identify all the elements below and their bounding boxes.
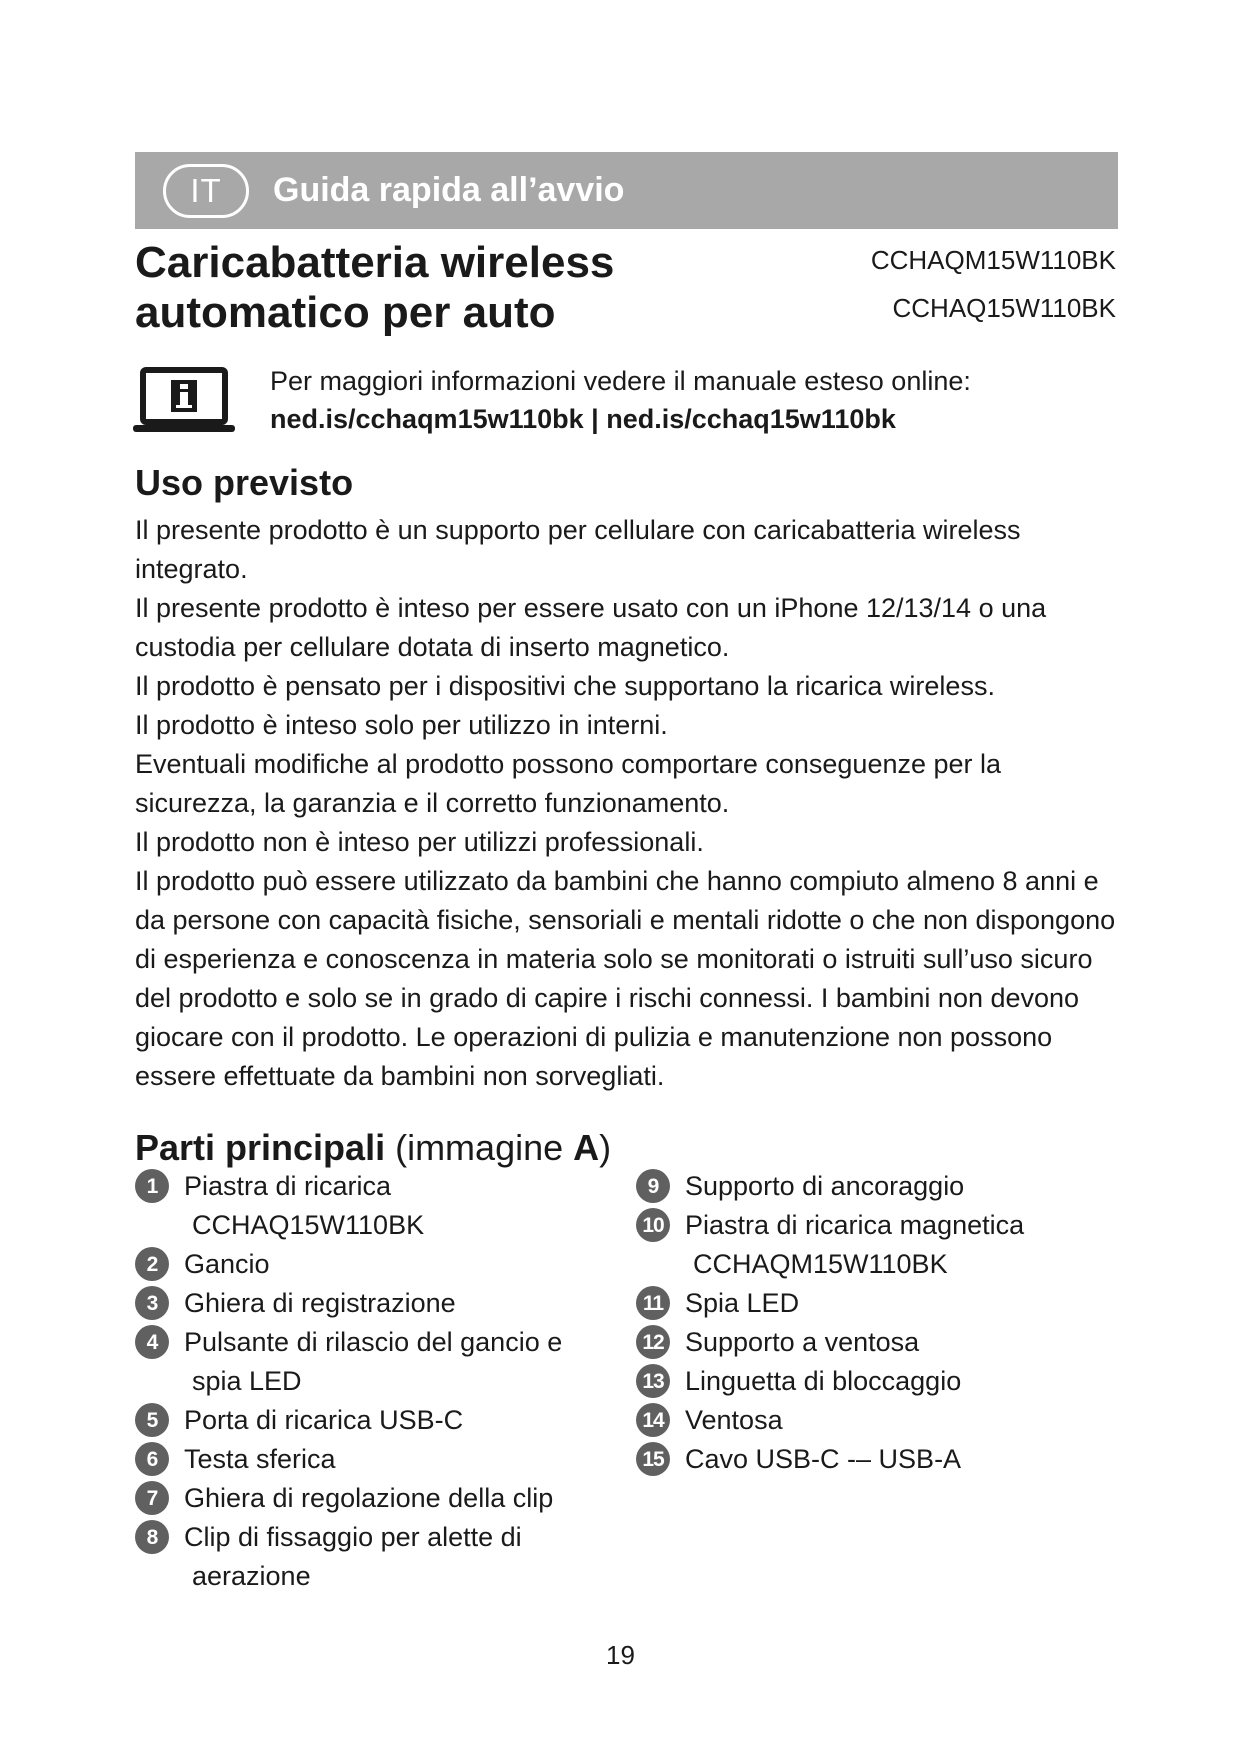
part-label: Ghiera di regolazione della clip <box>184 1483 554 1513</box>
banner-title: Guida rapida all’avvio <box>273 171 625 209</box>
part-number-badge: 3 <box>135 1286 169 1320</box>
part-number-badge: 4 <box>135 1325 169 1359</box>
part-item <box>135 1245 605 1284</box>
part-label: Linguetta di bloccaggio <box>685 1366 962 1396</box>
part-item <box>135 1167 605 1245</box>
part-item <box>135 1479 605 1518</box>
part-label: Cavo USB-C -– USB-A <box>685 1444 962 1474</box>
paragraph: Eventuali modifiche al prodotto possono comportare conseguenze per la sicurezza, la garanzia e il corretto funzionamento. <box>135 749 1002 818</box>
part-item <box>636 1440 1106 1479</box>
part-number-badge: 6 <box>135 1442 169 1476</box>
part-text <box>685 1206 1106 1284</box>
parts-list-left <box>135 1167 605 1596</box>
part-item <box>135 1518 605 1596</box>
part-label: Ventosa <box>685 1405 783 1435</box>
info-block <box>270 362 971 438</box>
header-banner <box>135 152 1118 229</box>
part-number-badge: 8 <box>135 1520 169 1554</box>
part-text <box>685 1440 1106 1479</box>
main-parts-heading-close: ) <box>599 1127 612 1168</box>
part-text <box>685 1401 1106 1440</box>
part-number-badge: 5 <box>135 1403 169 1437</box>
paragraph: Il presente prodotto è un supporto per cellulare con caricabatteria wireless integrato. <box>135 515 1021 584</box>
paragraph: Il prodotto è inteso solo per utilizzo in interni. <box>135 710 668 740</box>
part-item <box>636 1401 1106 1440</box>
laptop-info-icon <box>133 367 235 435</box>
part-number-badge: 2 <box>135 1247 169 1281</box>
part-text <box>685 1167 1106 1206</box>
part-number-badge: 14 <box>636 1403 670 1437</box>
part-number-badge: 7 <box>135 1481 169 1515</box>
part-label: Piastra di ricarica magnetica <box>685 1210 1025 1240</box>
main-parts-heading-open: (immagine <box>385 1127 574 1168</box>
part-text <box>184 1323 605 1401</box>
part-label: Spia LED <box>685 1288 800 1318</box>
main-parts-heading <box>135 1127 611 1169</box>
part-number-badge: 15 <box>636 1442 670 1476</box>
product-code: CCHAQM15W110BK <box>870 245 1116 275</box>
part-item <box>135 1323 605 1401</box>
paragraph: Il prodotto non è inteso per utilizzi professionali. <box>135 827 704 857</box>
part-text <box>184 1284 605 1323</box>
part-text <box>184 1167 605 1245</box>
part-number-badge: 1 <box>135 1169 169 1203</box>
part-label: Piastra di ricarica <box>184 1171 392 1201</box>
part-number-badge: 13 <box>636 1364 670 1398</box>
part-item <box>135 1440 605 1479</box>
part-label: Clip di fissaggio per alette di <box>184 1522 522 1552</box>
paragraph: Il prodotto può essere utilizzato da bambini che hanno compiuto almeno 8 anni e da persone con capacità fisiche, sensoriali e mentali ridotte o che non dispongono di esperienza e conoscenza in materia solo se monitorati o istruiti sull’uso sicuro del prodotto e solo se in grado di capire i rischi connessi. I bambini non devono giocare con il prodotto. Le operazioni di pulizia e manutenzione non possono essere effettuate da bambini non sorvegliati. <box>135 866 1116 1091</box>
part-label: Pulsante di rilascio del gancio e <box>184 1327 563 1357</box>
part-text <box>184 1518 605 1596</box>
part-label-continued: CCHAQM15W110BK <box>693 1249 948 1279</box>
part-label: Gancio <box>184 1249 270 1279</box>
language-badge: IT <box>163 164 249 218</box>
part-label-continued: aerazione <box>192 1561 311 1591</box>
part-number-badge: 12 <box>636 1325 670 1359</box>
paragraph: Il presente prodotto è inteso per essere usato con un iPhone 12/13/14 o una custodia per cellulare dotata di inserto magnetico. <box>135 593 1047 662</box>
part-number-badge: 10 <box>636 1208 670 1242</box>
part-item <box>636 1362 1106 1401</box>
intended-use-text <box>135 511 1125 1096</box>
part-item <box>135 1401 605 1440</box>
part-text <box>685 1323 1106 1362</box>
part-label: Supporto a ventosa <box>685 1327 920 1357</box>
product-title-line: Caricabatteria wireless <box>135 238 615 287</box>
part-label: Ghiera di registrazione <box>184 1288 456 1318</box>
part-number-badge: 11 <box>636 1286 670 1320</box>
part-item <box>636 1167 1106 1206</box>
part-number-badge: 9 <box>636 1169 670 1203</box>
part-item <box>636 1323 1106 1362</box>
part-item <box>636 1206 1106 1284</box>
part-label-continued: CCHAQ15W110BK <box>192 1210 425 1240</box>
info-text: Per maggiori informazioni vedere il manuale esteso online: <box>270 366 971 396</box>
manual-links[interactable]: ned.is/cchaqm15w110bk | ned.is/cchaq15w110bk <box>270 404 896 434</box>
main-parts-heading-bold: Parti principali <box>135 1127 386 1168</box>
product-title <box>135 238 614 338</box>
part-text <box>184 1440 605 1479</box>
part-label: Porta di ricarica USB-C <box>184 1405 464 1435</box>
part-text <box>184 1245 605 1284</box>
part-text <box>685 1362 1106 1401</box>
part-label-continued: spia LED <box>192 1366 302 1396</box>
part-item <box>135 1284 605 1323</box>
product-title-line: automatico per auto <box>135 288 556 337</box>
part-text <box>184 1401 605 1440</box>
page-number: 19 <box>606 1640 635 1670</box>
intended-use-heading: Uso previsto <box>135 462 354 503</box>
part-item <box>636 1284 1106 1323</box>
part-text <box>184 1479 605 1518</box>
main-parts-heading-ref: A <box>573 1127 600 1168</box>
part-label: Supporto di ancoraggio <box>685 1171 965 1201</box>
product-codes <box>871 236 1116 332</box>
part-text <box>685 1284 1106 1323</box>
part-label: Testa sferica <box>184 1444 336 1474</box>
parts-list-right <box>636 1167 1106 1479</box>
paragraph: Il prodotto è pensato per i dispositivi che supportano la ricarica wireless. <box>135 671 995 701</box>
product-code: CCHAQ15W110BK <box>892 293 1116 323</box>
